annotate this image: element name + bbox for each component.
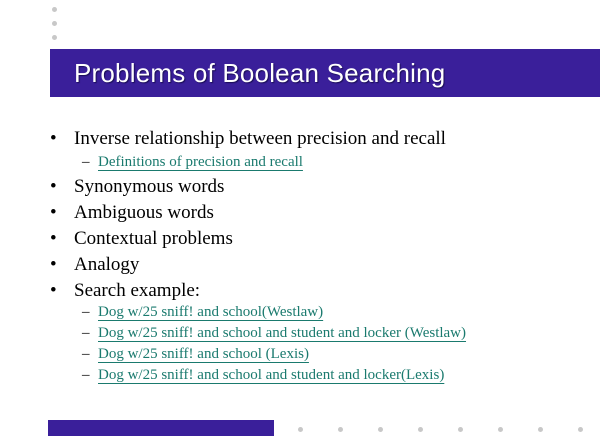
- bullet-text: Synonymous words: [74, 176, 225, 197]
- sub-bullet-item[interactable]: [82, 325, 466, 342]
- search-example-link[interactable]: Dog w/25 sniff! and school (Lexis): [98, 346, 309, 362]
- sub-bullet-item[interactable]: [82, 367, 444, 384]
- decor-dot: [298, 427, 303, 432]
- decor-dot: [338, 427, 343, 432]
- decor-dot: [458, 427, 463, 432]
- bullet-icon: •: [50, 280, 57, 301]
- bottom-accent-bar: [48, 420, 274, 436]
- decor-dot: [52, 7, 57, 12]
- decor-dot: [418, 427, 423, 432]
- dash-icon: –: [82, 154, 90, 170]
- bullet-text: Ambiguous words: [74, 202, 214, 223]
- bullet-text: Inverse relationship between precision and recall: [74, 128, 446, 149]
- bullet-item: [50, 128, 446, 150]
- bullet-item: [50, 280, 200, 302]
- decor-dot: [52, 35, 57, 40]
- slide-title: Problems of Boolean Searching: [74, 58, 446, 88]
- bullet-icon: •: [50, 254, 57, 275]
- bullet-text: Search example:: [74, 280, 201, 301]
- bullet-icon: •: [50, 176, 57, 197]
- decor-dot: [378, 427, 383, 432]
- sub-bullet-item[interactable]: [82, 154, 303, 171]
- dash-icon: –: [82, 346, 90, 362]
- bullet-icon: •: [50, 202, 57, 223]
- dash-icon: –: [82, 325, 90, 341]
- search-example-link[interactable]: Dog w/25 sniff! and school and student and locker (Westlaw): [98, 325, 467, 341]
- decor-dot: [538, 427, 543, 432]
- dash-icon: –: [82, 367, 90, 383]
- sub-bullet-item[interactable]: [82, 304, 323, 321]
- decor-dot: [498, 427, 503, 432]
- precision-recall-link[interactable]: Definitions of precision and recall: [98, 154, 303, 170]
- search-example-link[interactable]: Dog w/25 sniff! and school(Westlaw): [98, 304, 324, 320]
- bullet-icon: •: [50, 228, 57, 249]
- bullet-item: [50, 202, 214, 224]
- bullet-text: Contextual problems: [74, 228, 233, 249]
- decor-dot: [52, 21, 57, 26]
- bullet-item: [50, 228, 233, 250]
- decor-dot: [578, 427, 583, 432]
- sub-bullet-item[interactable]: [82, 346, 309, 363]
- bullet-text: Analogy: [74, 254, 140, 275]
- bullet-item: [50, 254, 139, 276]
- dash-icon: –: [82, 304, 90, 320]
- bullet-item: [50, 176, 224, 198]
- bullet-icon: •: [50, 128, 57, 149]
- search-example-link[interactable]: Dog w/25 sniff! and school and student and locker(Lexis): [98, 367, 445, 383]
